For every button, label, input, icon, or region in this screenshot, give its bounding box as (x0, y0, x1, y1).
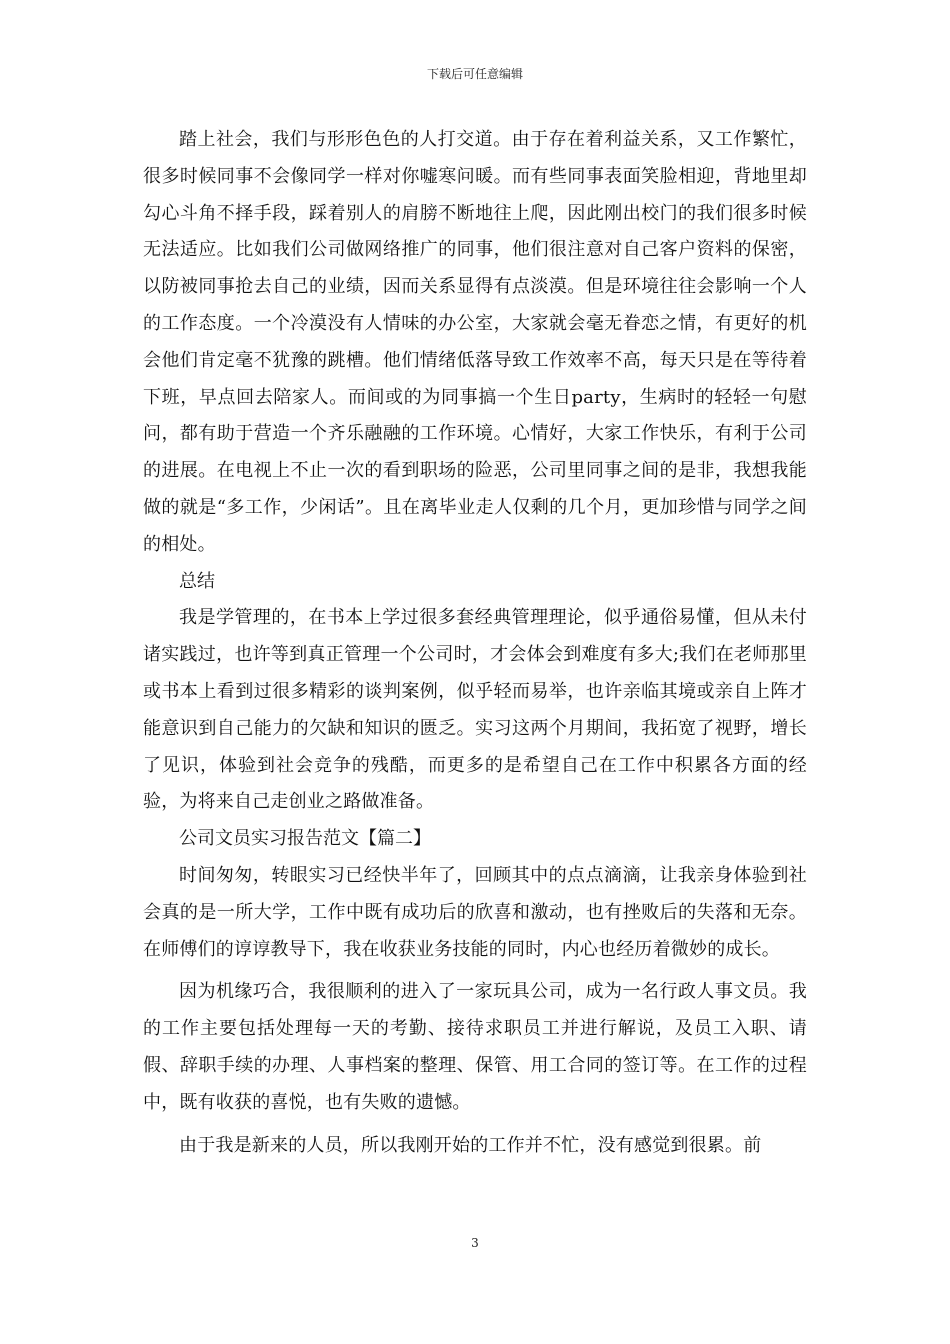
page-number: 3 (471, 1236, 479, 1250)
section-heading-summary: 总结 (179, 570, 215, 592)
section-heading-part-two: 公司文员实习报告范文【篇二】 (179, 828, 431, 850)
document-body (143, 122, 807, 1164)
paragraph-time-passes: 时间匆匆，转眼实习已经快半年了，回顾其中的点点滴滴，让我亲身体验到社会真的是一所大学，工作中既有成功后的欣喜和激动，也有挫败后的失落和无奈。在师傅们的谆谆教导下，我在收获业务技能的同时，内心也经历着微妙的成长。 (143, 864, 807, 960)
paragraph-job-duties: 因为机缘巧合，我很顺利的进入了一家玩具公司，成为一名行政人事文员。我的工作主要包括处理每一天的考勤、接待求职员工并进行解说，及员工入职、请假、辞职手续的办理、人事档案的整理、保管、用工合同的签订等。在工作的过程中，既有收获的喜悦，也有失败的遗憾。 (143, 981, 807, 1113)
paragraph-workplace-relations: 踏上社会，我们与形形色色的人打交道。由于存在着利益关系，又工作繁忙，很多时候同事不会像同学一样对你嘘寒问暖。而有些同事表面笑脸相迎，背地里却勾心斗角不择手段，踩着别人的肩膀不断地往上爬，因此刚出校门的我们很多时候无法适应。比如我们公司做网络推广的同事，他们很注意对自己客户资料的保密，以防被同事抢去自己的业绩，因而关系显得有点淡漠。但是环境往往会影响一个人的工作态度。一个冷漠没有人情味的办公室，大家就会毫无眷恋之情，有更好的机会他们肯定毫不犹豫的跳槽。他们情绪低落导致工作效率不高，每天只是在等待着下班，早点回去陪家人。而间或的为同事搞一个生日party，生病时的轻轻一句慰问，都有助于营造一个齐乐融融的工作环境。心情好，大家工作快乐，有利于公司的进展。在电视上不止一次的看到职场的险恶，公司里同事之间的是非，我想我能做的就是“多工作，少闲话”。且在离毕业走人仅剩的几个月，更加珍惜与同学之间的相处。 (143, 129, 807, 555)
paragraph-new-staff: 由于我是新来的人员，所以我刚开始的工作并不忙，没有感觉到很累。前 (179, 1134, 762, 1156)
paragraph-summary: 我是学管理的，在书本上学过很多套经典管理理论，似乎通俗易懂，但从未付诸实践过，也许等到真正管理一个公司时，才会体会到难度有多大;我们在老师那里或书本上看到过很多精彩的谈判案例，似乎轻而易举，也许亲临其境或亲自上阵才能意识到自己能力的欠缺和知识的匮乏。实习这两个月期间，我拓宽了视野，增长了见识，体验到社会竞争的残酷，而更多的是希望自己在工作中积累各方面的经验，为将来自己走创业之路做准备。 (143, 607, 807, 813)
page-header: 下载后可任意编辑 (426, 67, 523, 81)
